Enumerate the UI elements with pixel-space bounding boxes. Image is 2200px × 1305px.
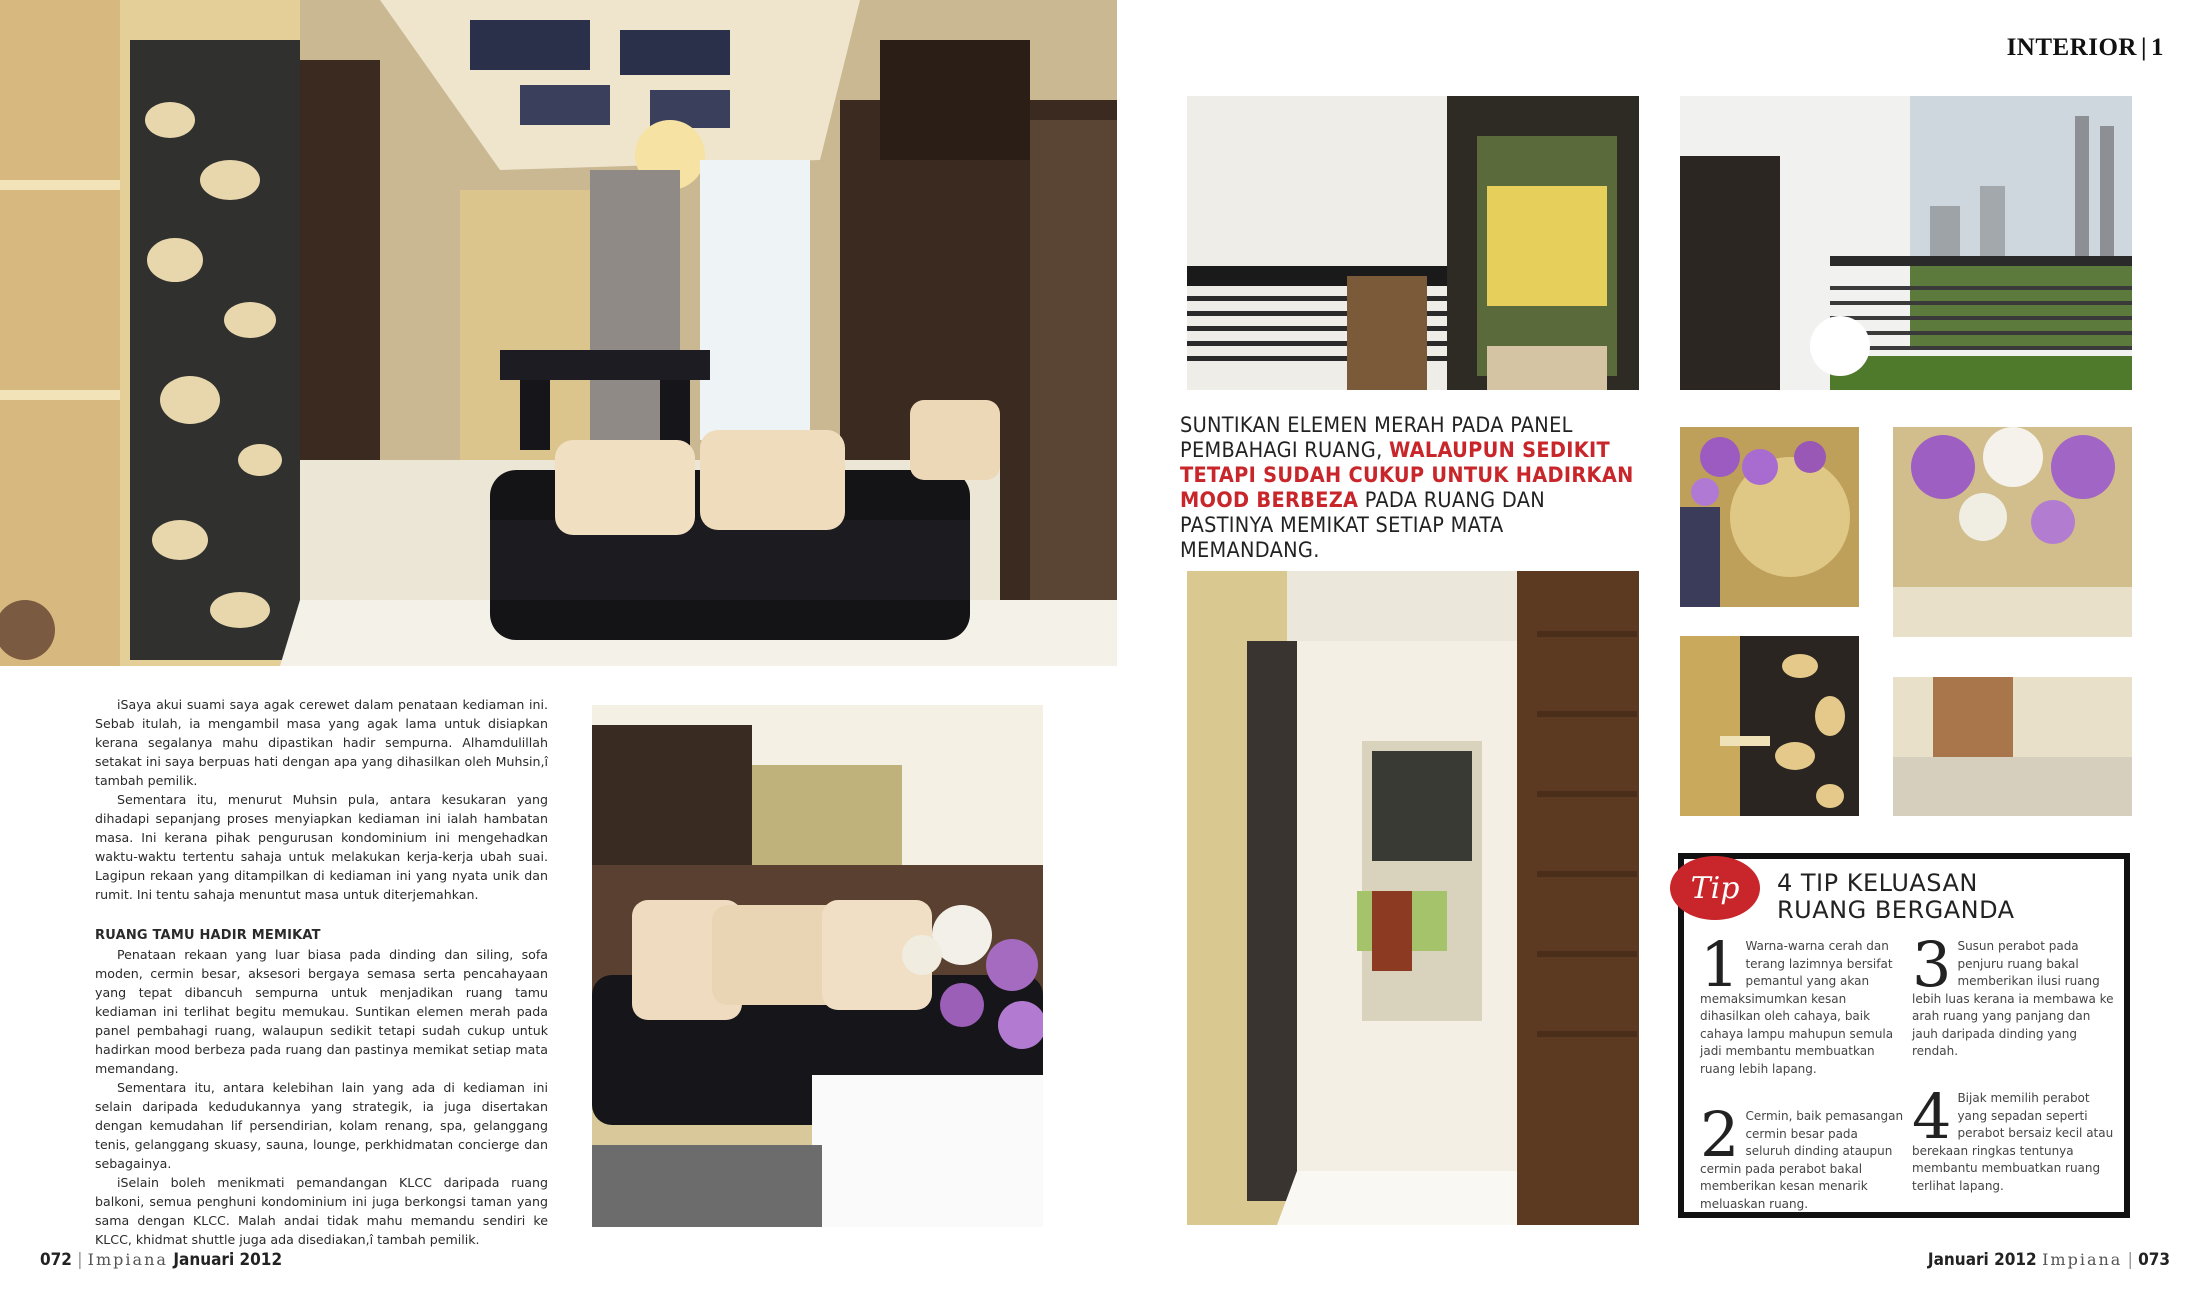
living-room-photo bbox=[0, 0, 1117, 666]
section-header: INTERIOR | 1 bbox=[2006, 34, 2164, 61]
subheading: RUANG TAMU HADIR MEMIKAT bbox=[95, 928, 321, 943]
lattice-detail-photo bbox=[1680, 636, 1859, 816]
orchid-photo-1 bbox=[1680, 427, 1859, 607]
tip-text: Warna-warna cerah dan terang lazimnya bersifat pemantul yang akan memaksimumkan kesan dihasilkan oleh cahaya, baik cahaya lampu mahupun semula jadi membantu membuatkan ruang lebih lapang. bbox=[1700, 939, 1894, 1076]
sofa-detail-photo bbox=[592, 705, 1043, 1227]
body-paragraph: Sementara itu, menurut Muhsin pula, antara kesukaran yang dihadapi sepanjang proses menyiapkan kediaman ini ialah hambatan masa. Ini kerana pihak pengurusan kondominium ini mengehadkan waktu-waktu tertentu sahaja untuk melakukan kerja-kerja ubah suai. Lagipun rekaan yang ditampilkan di kediaman ini yang nyata unik dan rumit. Ini tentu sahaja menuntut masa untuk diterjemahkan. bbox=[95, 792, 548, 902]
tip-item-4 bbox=[1912, 1080, 2117, 1195]
page-marker: 1 bbox=[2151, 34, 2164, 61]
article-body bbox=[95, 695, 548, 1249]
tip-title bbox=[1777, 870, 2107, 924]
body-paragraph: iSaya akui suami saya agak cerewet dalam penataan kediaman ini. Sebab itulah, ia mengambil masa yang agak lama untuk disiapkan kerana segalanya mahu dipastikan hadir sempurna. Alhamdulillah setakat ini saya berpuas hati dengan apa yang dihasilkan oleh Muhsin,î tambah pemilik. bbox=[95, 697, 548, 788]
body-paragraph: Sementara itu, antara kelebihan lain yang ada di kediaman ini selain daripada kedudukannya yang strategik, ia juga disertakan dengan kemudahan lif persendirian, kolam renang, spa, gelanggang tenis, gelanggang skuasy, sauna, lounge, perkhidmatan concierge dan sebagainya. bbox=[95, 1080, 548, 1171]
issue-date: Januari 2012 bbox=[173, 1250, 283, 1270]
tip-badge: Tip bbox=[1670, 856, 1760, 920]
pull-quote bbox=[1180, 413, 1640, 563]
corridor-photo bbox=[1187, 571, 1639, 1225]
flowers-table-photo bbox=[1893, 427, 2132, 816]
tip-text: Bijak memilih perabot yang sepadan seperti perabot bersaiz kecil atau berekaan ringkas tentunya membantu membuatkan ruang terlihat lapang. bbox=[1912, 1091, 2114, 1193]
balcony-photo-1 bbox=[1187, 96, 1639, 390]
footer-left: 072 | Impiana Januari 2012 bbox=[40, 1250, 283, 1270]
tip-text: Cermin, baik pemasangan cermin besar pada seluruh dinding ataupun cermin pada perabot bakal memberikan kesan menarik meluaskan ruang. bbox=[1700, 1109, 1904, 1211]
section-label: INTERIOR bbox=[2006, 34, 2137, 61]
magazine-name: Impiana bbox=[2042, 1250, 2123, 1269]
issue-date: Januari 2012 bbox=[1927, 1250, 2037, 1270]
tip-item-2 bbox=[1700, 1098, 1905, 1213]
pull-quote-text-end: PADA RUANG DAN PASTINYA MEMIKAT SETIAP MATA MEMANDANG. bbox=[1180, 488, 1546, 563]
tip-item-3 bbox=[1912, 928, 2117, 1061]
balcony-towers-photo bbox=[1680, 96, 2132, 390]
tip-title-line: RUANG BERGANDA bbox=[1777, 896, 2015, 924]
tip-title-line: 4 TIP KELUASAN bbox=[1777, 869, 1978, 897]
body-paragraph: Penataan rekaan yang luar biasa pada dinding dan siling, sofa moden, cermin besar, aksesori bergaya semasa serta pencahayaan yang tepat dibancuh sempurna untuk menjadikan ruang tamu kediaman ini terlihat begitu memukau. Suntikan elemen merah pada panel pembahagi ruang, walaupun sedikit tetapi sudah cukup untuk hadirkan mood berbeza pada ruang dan pastinya memikat setiap mata memandang. bbox=[95, 947, 548, 1076]
page-number: 073 bbox=[2138, 1250, 2170, 1270]
magazine-name: Impiana bbox=[87, 1250, 168, 1269]
body-paragraph: iSelain boleh menikmati pemandangan KLCC daripada ruang balkoni, semua penghuni kondominium ini juga berkongsi taman yang sama dengan KLCC. Malah andai tidak mahu memandu sendiri ke KLCC, khidmat shuttle juga ada disediakan,î tambah pemilik. bbox=[95, 1175, 548, 1247]
pull-quote-text: SUNTIKAN ELEMEN MERAH PADA PANEL PEMBAHAGI RUANG, bbox=[1180, 413, 1573, 463]
page-number: 072 bbox=[40, 1250, 72, 1270]
tip-text: Susun perabot pada penjuru ruang bakal memberikan ilusi ruang lebih luas kerana ia membawa ke arah ruang yang panjang dan jauh daripada dinding yang rendah. bbox=[1912, 939, 2114, 1058]
tip-number: 3 bbox=[1912, 928, 1952, 1001]
tip-number: 2 bbox=[1700, 1098, 1740, 1171]
tip-number: 4 bbox=[1912, 1080, 1952, 1153]
tip-item-1 bbox=[1700, 928, 1905, 1078]
footer-right: Januari 2012 Impiana | 073 bbox=[1927, 1250, 2170, 1270]
pull-quote-highlight: WALAUPUN SEDIKIT TETAPI SUDAH CUKUP UNTUK HADIRKAN MOOD BERBEZA bbox=[1180, 438, 1634, 513]
tip-number: 1 bbox=[1700, 928, 1740, 1001]
